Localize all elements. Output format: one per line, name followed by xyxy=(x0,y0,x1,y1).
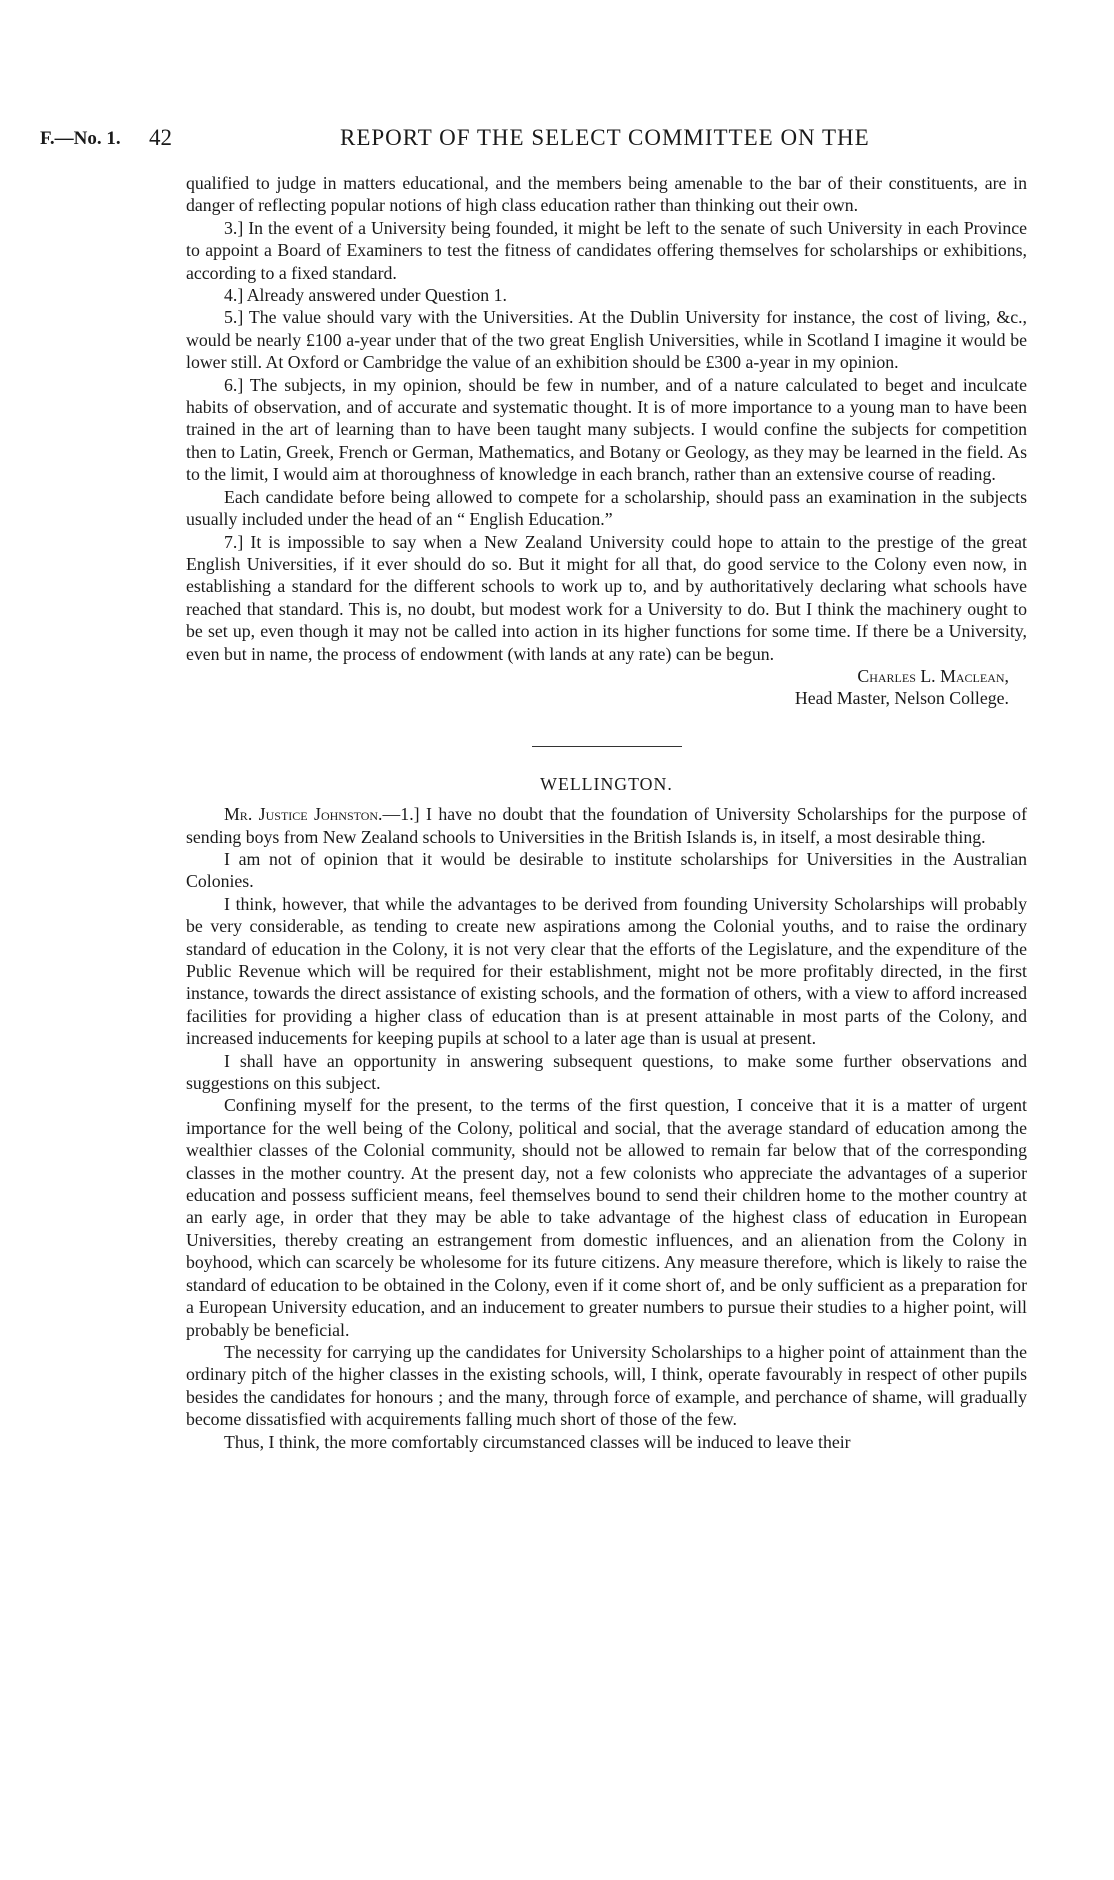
answer-3: 3.] In the event of a University being founded, it might be left to the senate of such University in each Province to appoint a Board of Examiners to test the fitness of candidates offering themselves for scholarships or exhibitions, according to a fixed standard. xyxy=(186,217,1027,283)
body-text xyxy=(186,172,1027,1453)
speaker-name: Mr. Justice Johnston. xyxy=(224,804,383,825)
signature-block xyxy=(186,665,1027,710)
running-title: REPORT OF THE SELECT COMMITTEE ON THE xyxy=(340,125,870,150)
answer-1 xyxy=(186,803,1027,848)
answer-7: 7.] It is impossible to say when a New Zealand University could hope to attain to the prestige of the great English Universities, if it ever should do so. But it might for all that, do good service to the Colony even now, in establishing a standard for the different schools to work up to, and by authoritatively declaring what schools have reached that standard. This is, no doubt, but modest work for a University to do. But I think the machinery ought to be set up, even though it may not be called into action in its higher functions for some time. If there be a University, even but in name, the process of endowment (with lands at any rate) can be begun. xyxy=(186,531,1027,664)
signatory-name: Charles L. Maclean, xyxy=(857,665,1009,686)
paragraph: qualified to judge in matters educational, and the members being amenable to the bar of their constituents, are in danger of reflecting popular notions of high class education rather than thinking out their own. xyxy=(186,173,1027,216)
answer-1-text: —1.] I have no doubt that the foundation of University Scholarships for the purpose of sending boys from New Zealand schools to Universities in the British Islands is, in itself, a most desirable thing. xyxy=(186,804,1027,847)
paragraph: I am not of opinion that it would be desirable to institute scholarships for Universities in the Australian Colonies. xyxy=(186,848,1027,892)
answer-4: 4.] Already answered under Question 1. xyxy=(224,285,507,306)
answer-5: 5.] The value should vary with the Universities. At the Dublin University for instance, the cost of living, &c., would be nearly £100 a-year under that of the two great English Universities, while in Scotland I imagine it would be lower still. At Oxford or Cambridge the value of an exhibition should be £300 a-year in my opinion. xyxy=(186,307,1027,373)
paragraph: Each candidate before being allowed to compete for a scholarship, should pass an examination in the subjects usually included under the head of an “ English Education.” xyxy=(186,486,1027,530)
page-header xyxy=(40,124,1060,154)
page-number: 42 xyxy=(149,125,172,150)
answer-6: 6.] The subjects, in my opinion, should be few in number, and of a nature calculated to beget and inculcate habits of observation, and of accurate and systematic thought. It is of more importance to a young man to have been trained in the art of learning than to have been taught many subjects. I would confine the subjects for competition then to Latin, Greek, French or German, Mathematics, and Botany or Geology, as they may be learned in the field. As to the limit, I would aim at thoroughness of knowledge in each branch, rather than an extensive course of reading. xyxy=(186,374,1027,485)
paragraph: Thus, I think, the more comfortably circumstanced classes will be induced to leave their xyxy=(224,1431,851,1452)
paragraph: I think, however, that while the advantages to be derived from founding University Scholarships will probably be very considerable, as tending to create new aspirations among the Colonial youths, and to raise the ordinary standard of education in the Colony, it is not very clear that the efforts of the Legislature, and the expenditure of the Public Revenue which will be required for their establishment, might not be more profitably directed, in the first instance, towards the direct assistance of existing schools, and the formation of others, with a view to afford increased facilities for providing a higher class of education than is at present attainable in most parts of the Colony, and increased inducements for keeping pupils at school to a later age than is usual at present. xyxy=(186,893,1027,1049)
signatory-title: Head Master, Nelson College. xyxy=(794,688,1009,709)
paragraph: I shall have an opportunity in answering subsequent questions, to make some further observations and suggestions on this subject. xyxy=(186,1050,1027,1094)
paragraph: The necessity for carrying up the candidates for University Scholarships to a higher point of attainment than the ordinary pitch of the higher classes in the existing schools, will, I think, operate favourably in respect of other pupils besides the candidates for honours ; and the many, through force of example, and perchance of shame, will gradually become dissatisfied with acquirements falling much short of those of the few. xyxy=(186,1341,1027,1430)
paper-reference: F.—No. 1. xyxy=(40,128,121,149)
section-heading: WELLINGTON. xyxy=(540,773,673,794)
paragraph: Confining myself for the present, to the terms of the first question, I conceive that it is a matter of urgent importance for the well being of the Colony, political and social, that the average standard of education among the wealthier classes of the Colonial community, should not be allowed to remain far below that of the corresponding classes in the mother country. At the present day, not a few colonists who appreciate the advantages of a superior education and possess sufficient means, feel themselves bound to send their children home to the mother country at an early age, in order that they may be able to take advantage of the highest class of education in European Universities, thereby creating an estrangement from domestic influences, and an alienation from the Colony in boyhood, which can scarcely be wholesome for its future citizens. Any measure therefore, which is likely to raise the standard of education to be obtained in the Colony, even if it come short of, and be only sufficient as a preparation for a European University education, and an inducement to greater numbers to pursue their studies to a higher point, will probably be beneficial. xyxy=(186,1095,1027,1340)
section-divider xyxy=(532,746,682,747)
